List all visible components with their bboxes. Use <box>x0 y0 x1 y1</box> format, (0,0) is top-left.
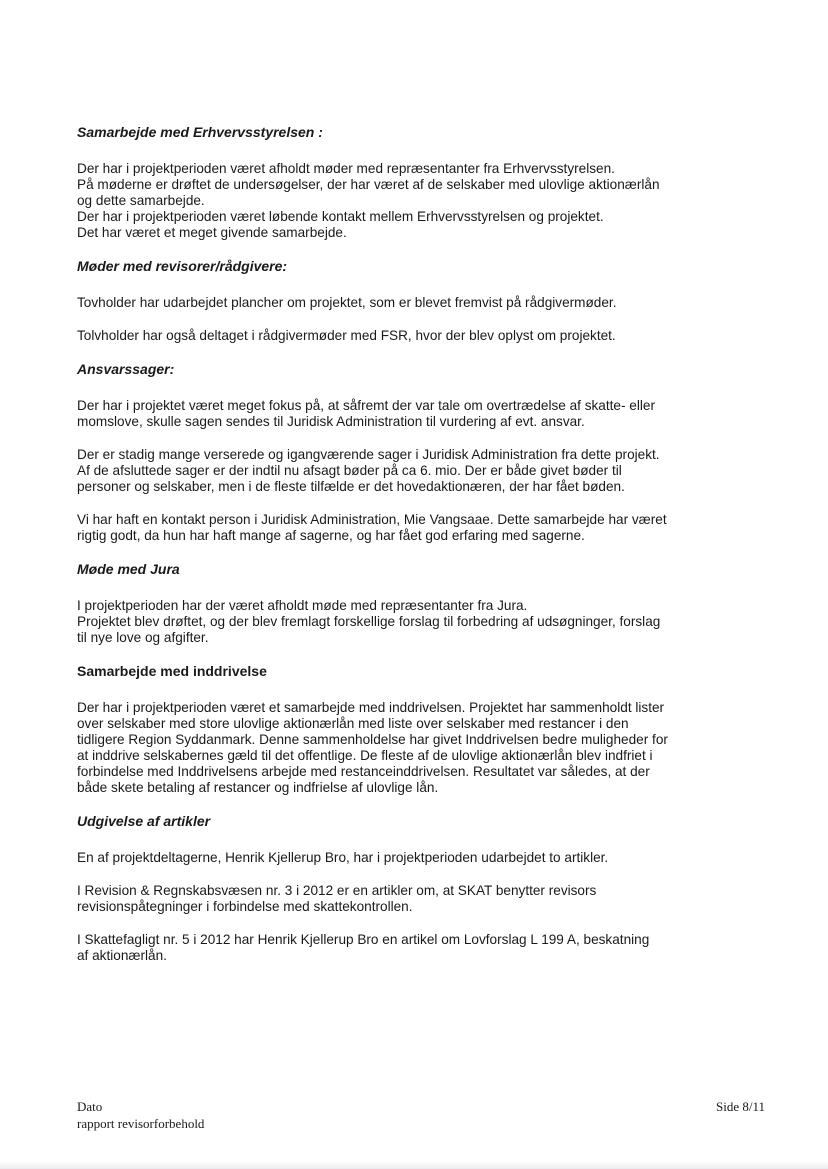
text-line: at inddrive selskabernes gæld til det offentlige. De fleste af de ulovlige aktionærlån blev indfriet i <box>77 748 653 763</box>
text-line: og dette samarbejde. <box>77 193 205 208</box>
text-line: over selskaber med store ulovlige aktionærlån med liste over selskaber med restancer i den <box>77 716 629 731</box>
footer-date-label: Dato <box>77 1099 103 1114</box>
text-line: På møderne er drøftet de undersøgelser, der har været af de selskaber med ulovlige aktionærlån <box>77 177 660 192</box>
text-line: I Revision & Regnskabsvæsen nr. 3 i 2012 er en artikler om, at SKAT benytter revisors <box>77 883 597 898</box>
text-line: I Skattefagligt nr. 5 i 2012 har Henrik Kjellerup Bro en artikel om Lovforslag L 199 A, beskatning <box>77 932 650 947</box>
paragraph-artikler-3 <box>77 932 757 964</box>
paragraph-ansvar-3 <box>77 512 757 544</box>
paragraph-inddrivelse <box>77 700 757 796</box>
text-line: momslove, skulle sagen sendes til Juridisk Administration til vurdering af evt. ansvar. <box>77 414 585 429</box>
heading-revisorer: Møder med revisorer/rådgivere: <box>77 258 288 274</box>
text-line: forbindelse med Inddrivelsens arbejde med restanceinddrivelsen. Resultatet var således, at der <box>77 764 650 779</box>
text-line: I projektperioden har der været afholdt møde med repræsentanter fra Jura. <box>77 598 528 613</box>
paragraph-jura <box>77 598 757 646</box>
paragraph-revisorer-1: Tovholder har udarbejdet plancher om projektet, som er blevet fremvist på rådgivermøder. <box>77 295 617 310</box>
text-line: rigtig godt, da hun har haft mange af sagerne, og har fået god erfaring med sagerne. <box>77 528 585 543</box>
text-line: Projektet blev drøftet, og der blev fremlagt forskellige forslag til forbedring af udsøgninger, forslag <box>77 614 661 629</box>
heading-erhvervsstyrelsen: Samarbejde med Erhvervsstyrelsen : <box>77 124 323 140</box>
paragraph-ansvar-2 <box>77 447 757 495</box>
text-line: Der har i projektperioden været afholdt møder med repræsentanter fra Erhvervsstyrelsen. <box>77 161 615 176</box>
heading-artikler: Udgivelse af artikler <box>77 813 211 829</box>
text-line: tidligere Region Syddanmark. Denne sammenholdelse har givet Inddrivelsen bedre muligheder for <box>77 732 668 747</box>
text-line: til nye love og afgifter. <box>77 630 209 645</box>
heading-inddrivelse: Samarbejde med inddrivelse <box>77 663 267 679</box>
heading-jura: Møde med Jura <box>77 561 180 577</box>
text-line: revisionspåtegninger i forbindelse med skattekontrollen. <box>77 899 413 914</box>
footer-left <box>77 1098 204 1132</box>
text-line: Der har i projektperioden været et samarbejde med inddrivelsen. Projektet har sammenholdt lister <box>77 700 665 715</box>
text-line: af aktionærlån. <box>77 948 167 963</box>
text-line: personer og selskaber, men i de fleste tilfælde er det hovedaktionæren, der har fået bøden. <box>77 479 625 494</box>
text-line: Der har i projektperioden været løbende kontakt mellem Erhvervsstyrelsen og projektet. <box>77 209 604 224</box>
page-number: Side 8/11 <box>716 1099 765 1114</box>
paragraph-ansvar-1 <box>77 398 757 430</box>
paragraph-artikler-1: En af projektdeltagerne, Henrik Kjellerup Bro, har i projektperioden udarbejdet to artikler. <box>77 850 609 865</box>
text-line: Det har været et meget givende samarbejde. <box>77 225 347 240</box>
text-line: Der har i projektet været meget fokus på, at såfremt der var tale om overtrædelse af skatte- eller <box>77 398 655 413</box>
paragraph-erhvervsstyrelsen <box>77 161 757 241</box>
text-line: Der er stadig mange verserede og igangværende sager i Juridisk Administration fra dette projekt. <box>77 447 660 462</box>
text-line: Vi har haft en kontakt person i Juridisk Administration, Mie Vangsaae. Dette samarbejde har været <box>77 512 667 527</box>
text-line: både skete betaling af restancer og indfrielse af ulovlige lån. <box>77 780 439 795</box>
footer-report-name: rapport revisorforbehold <box>77 1116 205 1131</box>
paragraph-artikler-2 <box>77 883 757 915</box>
text-line: Af de afsluttede sager er der indtil nu afsagt bøder på ca 6. mio. Der er både givet bøder til <box>77 463 622 478</box>
scan-edge <box>0 1161 828 1169</box>
document-body <box>77 124 757 981</box>
paragraph-revisorer-2: Tolvholder har også deltaget i rådgivermøder med FSR, hvor der blev oplyst om projektet. <box>77 328 616 343</box>
heading-ansvarssager: Ansvarssager: <box>77 361 175 377</box>
